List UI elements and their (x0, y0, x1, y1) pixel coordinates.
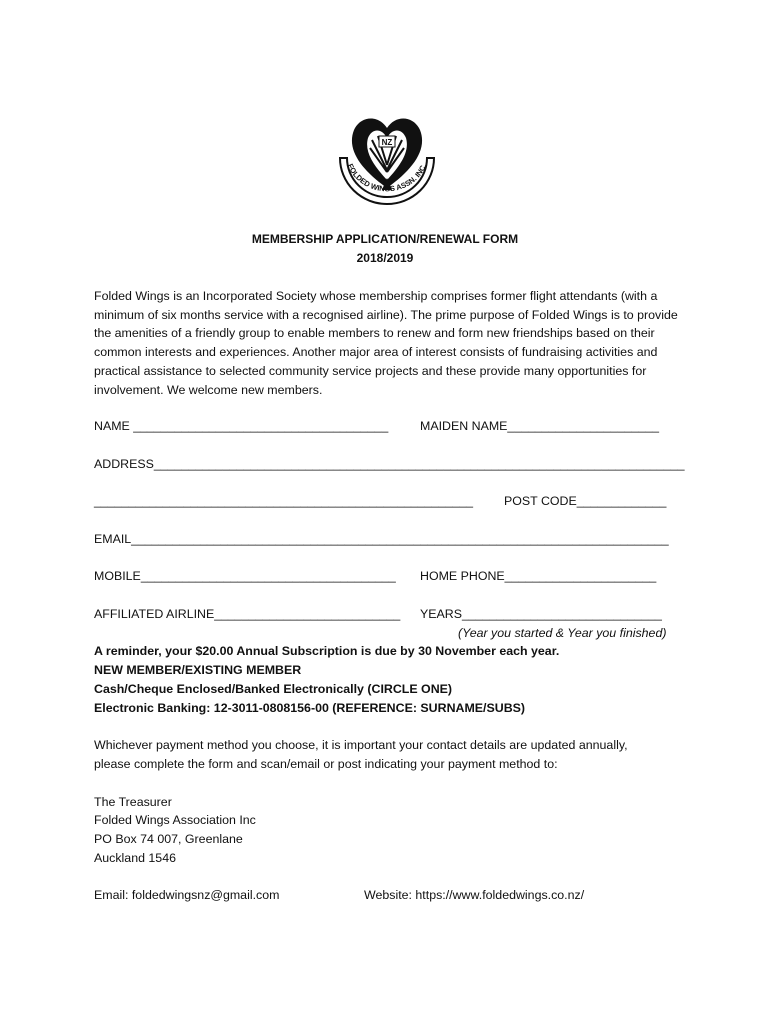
website-link[interactable]: Website: https://www.foldedwings.co.nz/ (364, 888, 585, 902)
logo-badge-text: NZ (381, 138, 393, 147)
electronic-banking-details: Electronic Banking: 12-3011-0808156-00 (REFERENCE: SURNAME/SUBS) (94, 701, 526, 715)
address-line2-field[interactable]: _______________________________________________________ (94, 494, 474, 508)
post-code-field[interactable]: POST CODE_____________ (504, 494, 667, 508)
association-line: Folded Wings Association Inc (94, 813, 256, 827)
home-phone-field[interactable]: HOME PHONE______________________ (420, 569, 657, 583)
instructions-line-2: please complete the form and scan/email or post indicating your payment method to: (94, 757, 558, 771)
email-field[interactable]: EMAIL______________________________________________________________________________ (94, 532, 669, 546)
intro-paragraph: Folded Wings is an Incorporated Society whose membership comprises former flight attendants (with a minimum of six months service with a recognised airline). The prime purpose of Folded Wings is to provide the amenities of a friendly group to enable members to renew and form new friendships based on their common interests and experiences. Another major area of interest consists of fundraising activities and practical assistance to selected community service projects and these provide many opportunities for involvement. We welcome new members. (94, 289, 678, 397)
folded-wings-logo (332, 110, 442, 215)
contact-email[interactable]: Email: foldedwingsnz@gmail.com (94, 888, 280, 902)
instructions-line-1: Whichever payment method you choose, it is important your contact details are updated annually, (94, 738, 628, 752)
address-field[interactable]: ADDRESS_____________________________________________________________________________ (94, 457, 685, 471)
po-box-line: PO Box 74 007, Greenlane (94, 832, 243, 846)
maiden-name-field[interactable]: MAIDEN NAME______________________ (420, 419, 660, 433)
mobile-field[interactable]: MOBILE_____________________________________ (94, 569, 396, 583)
member-type-options: NEW MEMBER/EXISTING MEMBER (94, 663, 302, 677)
city-line: Auckland 1546 (94, 851, 176, 865)
logo-ring-text: FOLDED WINGS ASSN. INC. (345, 162, 429, 194)
years-hint: (Year you started & Year you finished) (458, 626, 667, 640)
name-field[interactable]: NAME _____________________________________ (94, 419, 389, 433)
payment-method-options: Cash/Cheque Enclosed/Banked Electronically (CIRCLE ONE) (94, 682, 453, 696)
affiliated-airline-field[interactable]: AFFILIATED AIRLINE___________________________ (94, 607, 401, 621)
years-field[interactable]: YEARS_____________________________ (420, 607, 662, 621)
form-title: MEMBERSHIP APPLICATION/RENEWAL FORM (251, 232, 519, 246)
treasurer-line: The Treasurer (94, 795, 172, 809)
form-year: 2018/2019 (356, 251, 414, 265)
subscription-reminder: A reminder, your $20.00 Annual Subscription is due by 30 November each year. (94, 644, 560, 658)
